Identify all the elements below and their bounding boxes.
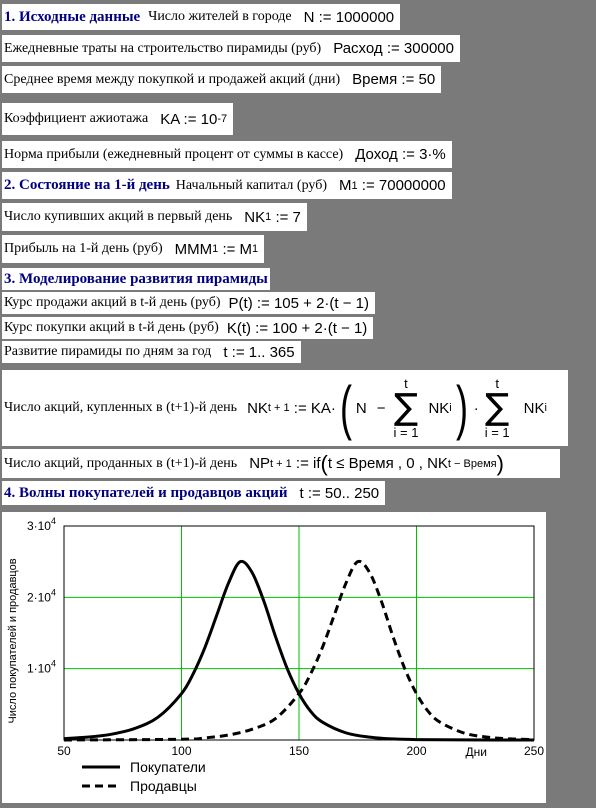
profit-row [2, 141, 452, 168]
sum-2-bottom: i = 1 [484, 425, 510, 440]
sold-args-sub: t − Время [447, 457, 497, 470]
sum-1-term: NK [428, 399, 450, 417]
range-row [2, 341, 301, 363]
y-tick-label-2: $3\cdot 10^4$ [26, 516, 56, 533]
mmm-mid: := M [222, 240, 253, 258]
mmm-sub: 1 [212, 243, 219, 255]
bought-formula[interactable] [247, 374, 547, 441]
capital-sub: 1 [351, 179, 358, 192]
y-tick-label-0: $1\cdot 10^4$ [26, 658, 56, 676]
section-3-title: 3. Моделирование развития пирамиды [4, 270, 268, 287]
spend-label: Ежедневные траты на строительство пирамиды (руб) [4, 40, 322, 56]
y-tick-label-1: $2\cdot 10^4$ [26, 587, 56, 605]
nk-row [2, 203, 307, 231]
sold-lhs: NP [249, 455, 271, 472]
sold-args: t ≤ Время , 0 , NK [327, 455, 448, 472]
sum-1-term-sub: i [449, 402, 452, 414]
time-expr[interactable]: Время := 50 [348, 66, 439, 93]
bought-label: Число акций, купленных в (t+1)-й день [4, 400, 238, 415]
ka-label: Коэффициент ажиотажа [4, 111, 149, 126]
ka-exponent: -7 [217, 113, 228, 125]
y-axis-label: Число покупателей и продавцов [7, 558, 19, 724]
range-expr[interactable]: t := 1.. 365 [219, 341, 298, 363]
n-expr[interactable]: N := 1000000 [300, 4, 399, 30]
capital-label: Начальный капитал (руб) [175, 177, 327, 193]
bought-sub: t + 1 [267, 402, 290, 414]
sell-expr[interactable]: P(t) := 105 + 2·(t − 1) [225, 292, 373, 314]
sold-row [2, 449, 560, 478]
nk-expr[interactable] [240, 203, 305, 231]
ka-row [2, 103, 233, 135]
right-paren-icon: ) [455, 374, 468, 441]
legend-label-0: Покупатели [130, 759, 206, 775]
wave-chart [2, 512, 546, 803]
capital-rhs: := 70000000 [361, 177, 446, 194]
nk-lhs: NK [244, 208, 266, 226]
ka-expr-text: KA := 10 [160, 110, 218, 128]
mmm-row [2, 235, 264, 263]
nk-rhs: := 7 [275, 208, 301, 226]
sum-2-term: NK [523, 399, 545, 417]
time-row [2, 66, 441, 93]
mmm-label: Прибыль на 1-й день (руб) [4, 241, 163, 256]
x-axis-label: Дни [465, 745, 487, 759]
section-4-header [2, 481, 385, 505]
buy-label: Курс покупки акций в t-й день (руб) [4, 320, 219, 335]
section-2-header [2, 172, 452, 199]
ka-expr[interactable] [156, 103, 231, 135]
sum-1-top: t [404, 376, 408, 391]
section-2-title: 2. Состояние на 1-й день [4, 177, 170, 193]
profit-label: Норма прибыли (ежедневный процент от суммы в кассе) [4, 146, 344, 162]
sigma-icon: ∑ [485, 387, 510, 428]
mmm-lhs: MMM [174, 240, 213, 258]
sum-2 [485, 377, 510, 439]
buy-expr[interactable]: K(t) := 100 + 2·(t − 1) [223, 317, 371, 339]
sum-2-top: t [495, 376, 499, 391]
sold-sub: t + 1 [270, 457, 292, 470]
sold-paren-open-icon: ( [320, 450, 328, 476]
nk-label: Число купивших акций в первый день [4, 209, 233, 224]
capital-expr[interactable] [335, 172, 450, 199]
bought-n: N [355, 399, 367, 417]
x-tick-label-1: 100 [171, 744, 192, 758]
bought-mid: := KA· [293, 399, 336, 417]
sec4-range-expr[interactable]: t := 50.. 250 [295, 481, 383, 505]
dot: · [473, 399, 479, 417]
sold-mid: := if [295, 455, 321, 472]
nk-sub: 1 [265, 211, 272, 223]
sold-paren-close-icon: ) [496, 450, 504, 476]
section-4-title: 4. Волны покупателей и продавцов акций [4, 484, 288, 501]
x-tick-label-3: 200 [406, 744, 427, 758]
spend-row [2, 35, 460, 62]
chart-panel[interactable] [2, 512, 546, 803]
profit-expr[interactable]: Доход := 3·% [351, 141, 450, 168]
bought-lhs: NK [247, 399, 268, 417]
mmm-sub2: 1 [252, 243, 259, 255]
legend-label-1: Продавцы [130, 778, 197, 794]
sell-row [2, 292, 375, 314]
x-tick-label-4: 250 [523, 744, 545, 758]
sold-label: Число акций, проданных в (t+1)-й день [4, 455, 238, 471]
range-label: Развитие пирамиды по дням за год [4, 344, 212, 359]
bought-minus: − [376, 399, 386, 417]
bought-row [2, 370, 568, 446]
left-paren-icon: ( [339, 374, 352, 441]
capital-lhs: M [339, 177, 352, 194]
x-tick-label-0: 50 [57, 744, 71, 758]
spend-expr[interactable]: Расход := 300000 [329, 35, 458, 62]
n-label: Число жителей в городе [148, 9, 292, 24]
sum-1 [394, 377, 419, 439]
time-label: Среднее время между покупкой и продажей акций (дни) [4, 71, 341, 87]
sum-2-term-sub: i [544, 402, 547, 414]
mmm-expr[interactable] [171, 235, 263, 263]
sum-1-bottom: i = 1 [393, 425, 419, 440]
buy-row [2, 317, 373, 339]
x-tick-label-2: 150 [288, 744, 310, 758]
section-1-header [2, 4, 400, 30]
sold-formula[interactable] [249, 451, 504, 477]
sigma-icon: ∑ [393, 387, 419, 428]
sell-label: Курс продажи акций в t-й день (руб) [4, 295, 221, 310]
section-1-title: 1. Исходные данные [4, 8, 141, 25]
section-3-header [2, 268, 270, 290]
